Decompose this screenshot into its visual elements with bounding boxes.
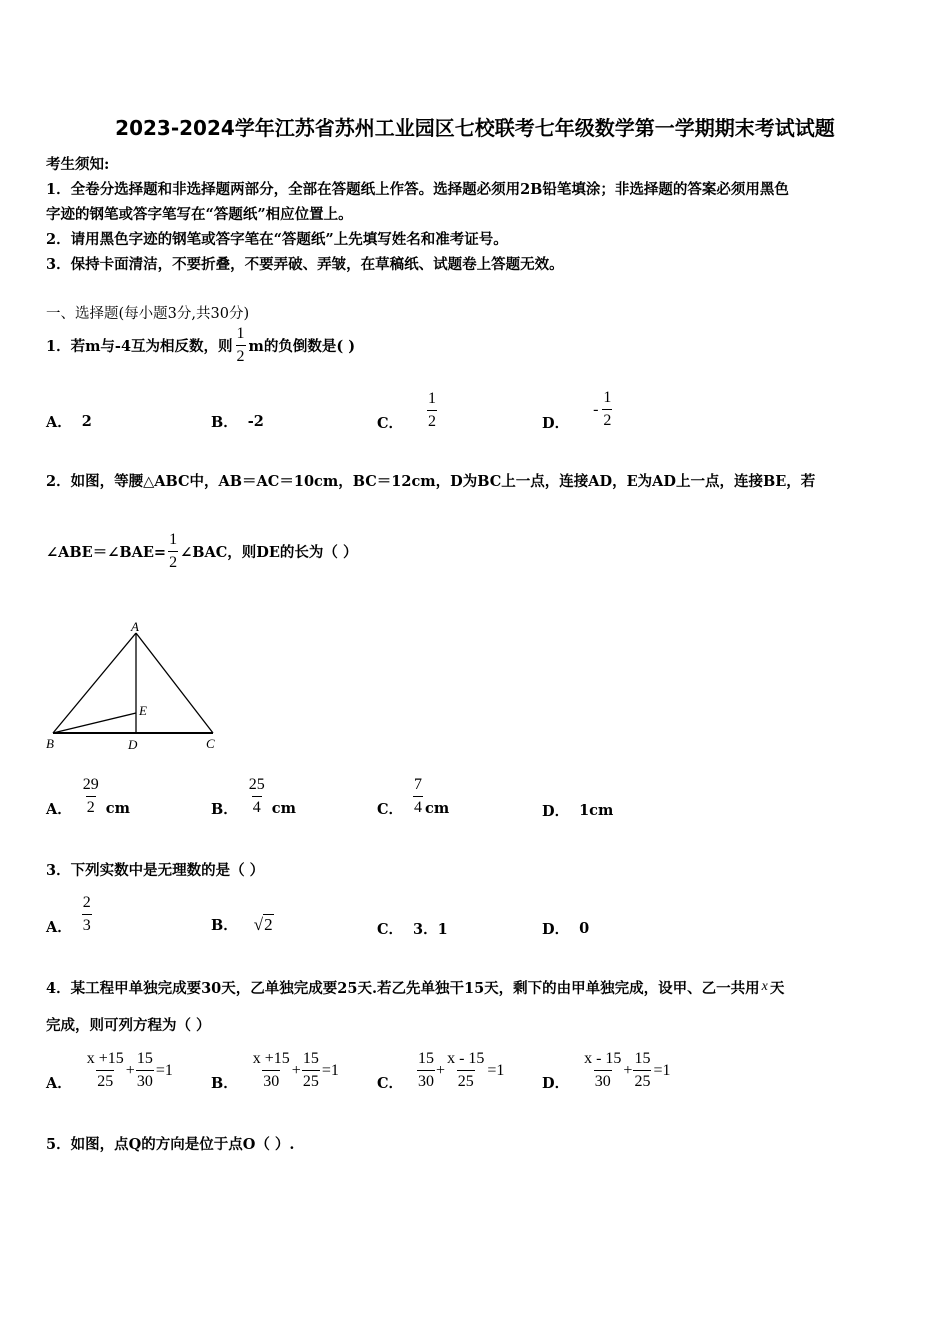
section-heading: 一、选择题(每小题3分,共30分) <box>46 306 250 322</box>
option-fraction <box>413 777 423 816</box>
option-label: C． <box>377 921 404 938</box>
q2-option-b[interactable] <box>211 774 296 819</box>
option-fraction <box>82 777 100 816</box>
q1-option-b[interactable] <box>211 411 264 432</box>
equation-frac-1 <box>86 1051 125 1090</box>
notice-line-1b: 字迹的钢笔或答字笔写在“答题纸”相应位置上。 <box>46 206 353 223</box>
frac-num: x - 15 <box>584 1050 622 1067</box>
frac-den: 25 <box>302 1070 320 1090</box>
frac-den: 30 <box>594 1070 612 1090</box>
plus-sign: + <box>125 1061 135 1079</box>
q2-option-a[interactable] <box>46 774 130 819</box>
label-a: A <box>131 619 139 634</box>
option-unit: cm <box>105 800 130 817</box>
option-label: D． <box>542 415 570 432</box>
equation-rhs: =1 <box>487 1061 505 1079</box>
equation-frac-1 <box>417 1051 435 1090</box>
label-b: B <box>46 736 54 751</box>
notice-line-1a: 1．全卷分选择题和非选择题两部分，全部在答题纸上作答。选择题必须用2B铅笔填涂；非选择题的答案必须用黑色 <box>46 181 789 198</box>
q4-option-a[interactable] <box>46 1048 173 1093</box>
option-label: A． <box>46 414 72 431</box>
q2-fraction <box>168 532 178 571</box>
q1-frac-num: 1 <box>236 325 245 342</box>
option-label: B． <box>211 1075 238 1092</box>
q2-option-c[interactable] <box>377 774 449 819</box>
frac-num: 29 <box>82 776 99 793</box>
q4-option-b[interactable] <box>211 1048 339 1093</box>
equation-frac-2 <box>633 1051 651 1090</box>
option-unit: cm <box>425 800 450 817</box>
frac-num: 2 <box>82 894 91 911</box>
q3-option-d[interactable] <box>542 918 589 939</box>
q2-option-d[interactable] <box>542 800 613 821</box>
option-label: A． <box>46 1075 72 1092</box>
page-title: 2023-2024学年江苏省苏州工业园区七校联考七年级数学第一学期期末考试试题 <box>115 116 835 140</box>
q3-option-a[interactable] <box>46 892 92 937</box>
frac-den: 3 <box>82 914 92 934</box>
q3-option-c[interactable] <box>377 918 448 939</box>
notice-line-3: 3．保持卡面清洁，不要折叠，不要弄破、弄皱，在草稿纸、试题卷上答题无效。 <box>46 256 564 273</box>
question-2-line-2 <box>46 532 357 571</box>
label-c: C <box>206 736 215 751</box>
frac-num: 15 <box>634 1050 651 1067</box>
option-value: 2 <box>81 413 92 430</box>
q4-text-a: 4．某工程甲单独完成要30天，乙单独完成要25天.若乙先单独干15天，剩下的由甲单独完成，设甲、乙一共用 <box>46 980 760 997</box>
radicand: 2 <box>264 915 273 934</box>
frac-den: 30 <box>136 1070 154 1090</box>
equation-rhs: =1 <box>155 1061 173 1079</box>
option-sign: - <box>593 400 599 418</box>
frac-den: 2 <box>86 796 96 816</box>
frac-num: 7 <box>414 776 423 793</box>
radical-sign: √ <box>253 915 264 934</box>
q4-text-b: 天 <box>769 980 785 997</box>
sqrt-expression <box>254 914 274 935</box>
q2-post: ∠BAC，则DE的长为（ ） <box>180 544 358 561</box>
frac-num: 25 <box>248 776 265 793</box>
option-label: B． <box>211 414 238 431</box>
option-label: A． <box>46 801 72 818</box>
frac-num: 1 <box>169 531 178 548</box>
label-e: E <box>139 703 147 718</box>
frac-den: 25 <box>96 1070 114 1090</box>
option-label: B． <box>211 917 238 934</box>
q1-frac-den: 2 <box>236 345 246 365</box>
question-3-stem: 3．下列实数中是无理数的是（ ） <box>46 862 265 879</box>
equation-frac-1 <box>252 1051 291 1090</box>
option-value: -2 <box>247 413 264 430</box>
triangle-figure <box>40 615 230 755</box>
q4-option-d[interactable] <box>542 1048 670 1093</box>
question-5-stem: 5．如图，点Q的方向是位于点O（ ）. <box>46 1136 295 1153</box>
option-label: C． <box>377 1075 404 1092</box>
equation-frac-2 <box>302 1051 320 1090</box>
frac-num: 15 <box>136 1050 153 1067</box>
question-1-stem <box>46 326 355 365</box>
equation-rhs: =1 <box>653 1061 671 1079</box>
frac-num: 15 <box>302 1050 319 1067</box>
frac-den: 2 <box>602 409 612 429</box>
question-4-line-1 <box>46 977 784 998</box>
frac-den: 25 <box>633 1070 651 1090</box>
q4-option-c[interactable] <box>377 1048 504 1093</box>
plus-sign: + <box>291 1061 301 1079</box>
q1-fraction <box>236 326 246 365</box>
option-value: 0 <box>579 920 590 937</box>
q1-option-d[interactable] <box>542 386 612 433</box>
frac-den: 2 <box>427 410 437 430</box>
question-4-line-2: 完成，则可列方程为（ ） <box>46 1017 211 1034</box>
frac-num: 1 <box>428 390 437 407</box>
frac-num: 15 <box>418 1050 435 1067</box>
q1-pre: 1．若m与-4互为相反数，则 <box>46 338 233 355</box>
frac-num: 1 <box>603 389 612 406</box>
frac-den: 30 <box>417 1070 435 1090</box>
side-ab <box>53 633 136 733</box>
frac-den: 2 <box>168 551 178 571</box>
equation-frac-2 <box>446 1051 485 1090</box>
option-fraction <box>82 895 92 934</box>
option-value: 3．1 <box>413 921 448 938</box>
question-2-line-1: 2．如图，等腰△ABC中，AB＝AC＝10cm，BC＝12cm，D为BC上一点，连接AD，E为AD上一点，连接BE，若 <box>46 473 816 490</box>
frac-den: 4 <box>413 796 423 816</box>
side-ac <box>136 633 213 733</box>
q1-option-c[interactable] <box>377 388 437 433</box>
label-d: D <box>128 737 138 752</box>
equation-rhs: =1 <box>321 1061 339 1079</box>
option-fraction <box>248 777 266 816</box>
option-fraction <box>427 391 437 430</box>
option-label: B． <box>211 801 238 818</box>
option-fraction <box>602 390 612 429</box>
frac-num: x +15 <box>252 1050 290 1067</box>
q2-pre: ∠ABE＝∠BAE= <box>46 544 167 561</box>
segment-be <box>53 713 136 733</box>
frac-num: x - 15 <box>447 1050 485 1067</box>
option-label: D． <box>542 921 570 938</box>
q4-variable: x <box>761 979 768 994</box>
option-label: D． <box>542 1075 570 1092</box>
option-label: C． <box>377 415 404 432</box>
frac-den: 4 <box>252 796 262 816</box>
q1-post: m的负倒数是( ) <box>248 338 356 355</box>
plus-sign: + <box>436 1061 446 1079</box>
option-unit: cm <box>271 800 296 817</box>
option-label: A． <box>46 919 72 936</box>
frac-num: x +15 <box>86 1050 124 1067</box>
notice-heading: 考生须知: <box>46 156 110 173</box>
frac-den: 25 <box>457 1070 475 1090</box>
frac-den: 30 <box>262 1070 280 1090</box>
plus-sign: + <box>623 1061 633 1079</box>
equation-frac-2 <box>136 1051 154 1090</box>
q1-option-a[interactable] <box>46 411 92 432</box>
equation-frac-1 <box>583 1051 622 1090</box>
option-label: C． <box>377 801 404 818</box>
q3-option-b[interactable] <box>211 914 274 935</box>
notice-line-2: 2．请用黑色字迹的钢笔或答字笔在“答题纸”上先填写姓名和准考证号。 <box>46 231 508 248</box>
option-label: D． <box>542 803 570 820</box>
option-value: 1cm <box>579 802 614 819</box>
